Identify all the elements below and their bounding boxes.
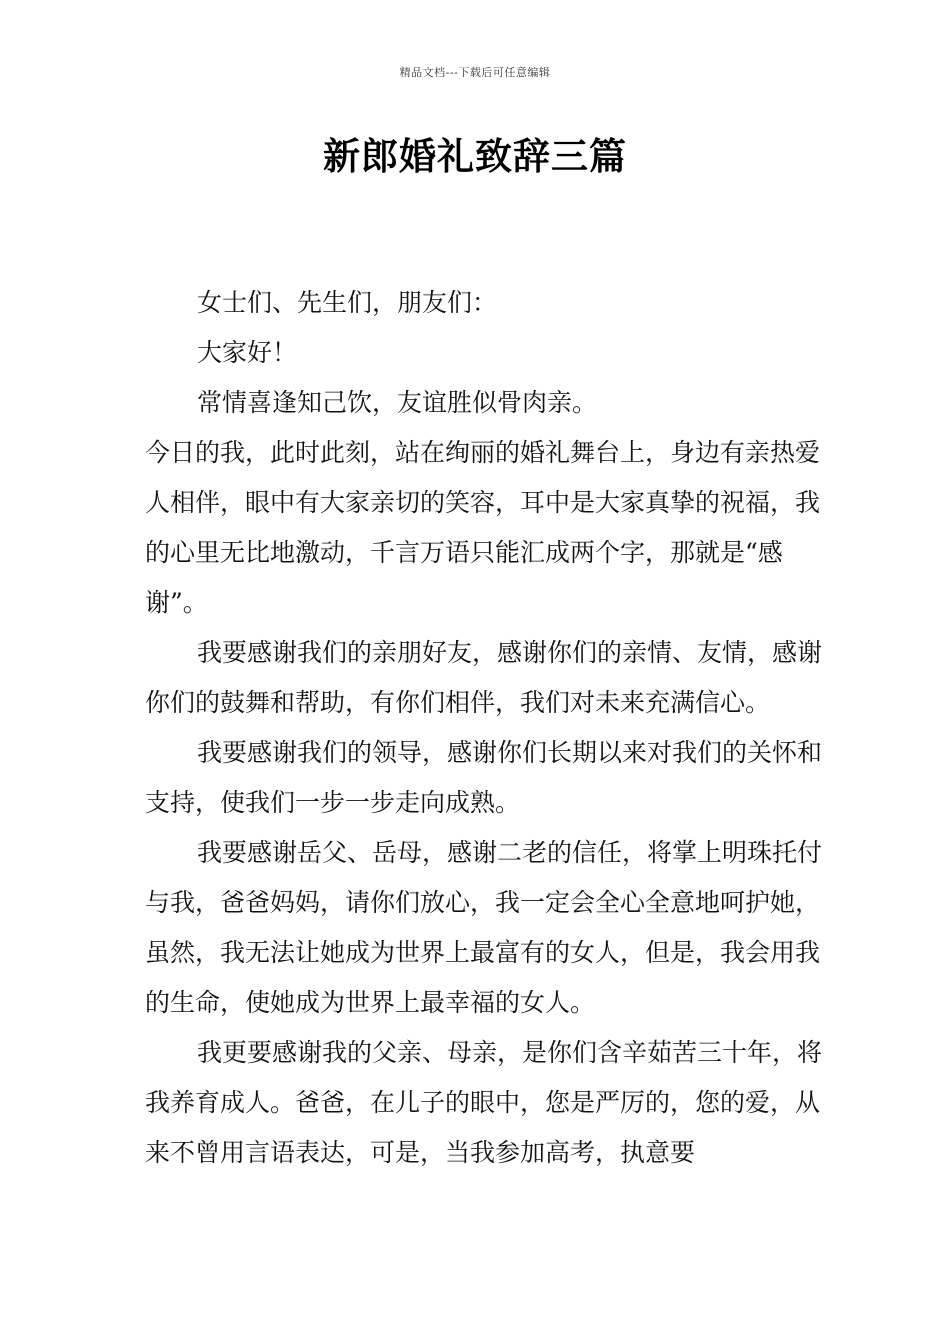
paragraph-couplet: 常情喜逢知己饮，友谊胜似骨肉亲。 [197, 388, 598, 417]
paragraph-greeting: 女士们、先生们，朋友们： [197, 288, 498, 317]
document-body [145, 278, 825, 1178]
paragraph-thanks-leaders: 我要感谢我们的领导，感谢你们长期以来对我们的关怀和支持，使我们一步一步走向成熟。 [145, 738, 823, 817]
paragraph-thanks-friends: 我要感谢我们的亲朋好友，感谢你们的亲情、友情，感谢你们的鼓舞和帮助，有你们相伴，我们对未来充满信心。 [145, 638, 823, 717]
paragraph-thanks-in-laws: 我要感谢岳父、岳母，感谢二老的信任，将掌上明珠托付与我，爸爸妈妈，请你们放心，我一定会全心全意地呵护她，虽然，我无法让她成为世界上最富有的女人，但是，我会用我的生命，使她成为世界上最幸福的女人。 [145, 838, 823, 1017]
header-note: 精品文档---下载后可任意编辑 [399, 66, 551, 79]
page-title: 新郎婚礼致辞三篇 [323, 134, 627, 178]
paragraph-today: 今日的我，此时此刻，站在绚丽的婚礼舞台上，身边有亲热爱人相伴，眼中有大家亲切的笑容，耳中是大家真挚的祝福，我的心里无比地激动，千言万语只能汇成两个字，那就是“感谢”。 [145, 438, 821, 617]
paragraph-thanks-parents: 我更要感谢我的父亲、母亲，是你们含辛茹苦三十年，将我养育成人。爸爸，在儿子的眼中，您是严厉的，您的爱，从来不曾用言语表达，可是，当我参加高考，执意要 [145, 1038, 823, 1167]
paragraph-hello: 大家好！ [197, 338, 298, 367]
